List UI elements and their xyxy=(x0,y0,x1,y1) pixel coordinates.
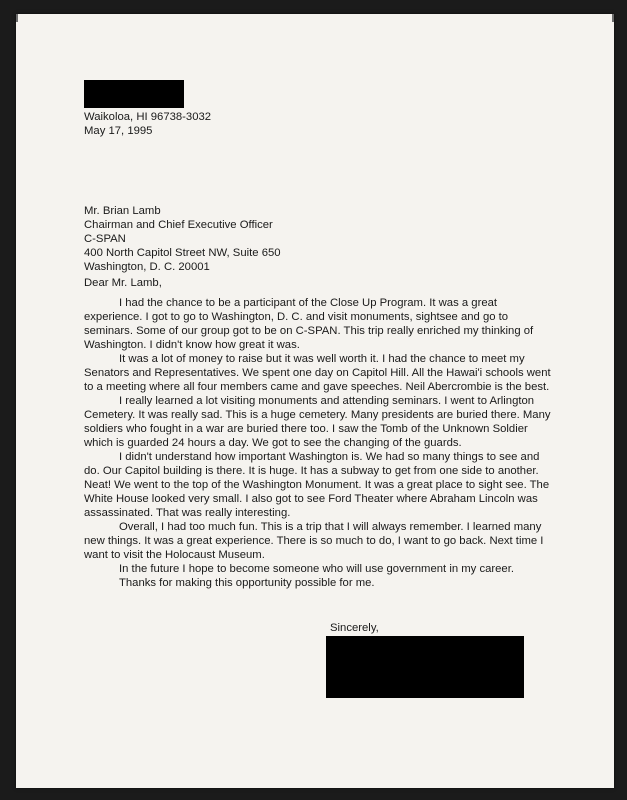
body-paragraph: It was a lot of money to raise but it was well worth it. I had the chance to meet my Senators and Representatives. We spent one day on Capitol Hill. All the Hawai'i schools went to a meeting where all four members came and gave speeches. Neil Abercrombie is the best. xyxy=(84,353,551,393)
body-paragraph: I really learned a lot visiting monuments and attending seminars. I went to Arlington Cemetery. It was really sad. This is a huge cemetery. Many presidents are buried there. Many soldiers who fought in a war are buried there too. I saw the Tomb of the Unknown Soldier which is guarded 24 hours a day. We got to see the changing of the guards. xyxy=(84,395,551,449)
recipient-name: Mr. Brian Lamb xyxy=(84,205,161,217)
letter-page xyxy=(16,14,614,788)
body-paragraph: In the future I hope to become someone who will use government in my career. xyxy=(119,563,514,575)
recipient-street: 400 North Capitol Street NW, Suite 650 xyxy=(84,247,281,259)
body-paragraph: I didn't understand how important Washington is. We had so many things to see and do. Our Capitol building is there. It is huge. It has a subway to get from one side to another. Neat! We went to the top of the Washington Monument. It was a great place to sight see. The White House looked very small. I also got to see Ford Theater where Abraham Lincoln was assassinated. That was really interesting. xyxy=(84,451,550,519)
sender-city-line: Waikoloa, HI 96738-3032 xyxy=(84,111,212,123)
body-paragraph: Overall, I had too much fun. This is a trip that I will always remember. I learned many new things. It was a great experience. There is so much to do, I want to go back. Next time I want to visit the Holocaust Museum. xyxy=(84,521,544,561)
recipient-city: Washington, D. C. 20001 xyxy=(84,261,210,273)
salutation: Dear Mr. Lamb, xyxy=(84,277,162,289)
page-edge-mark xyxy=(16,14,18,22)
recipient-org: C-SPAN xyxy=(84,233,126,245)
recipient-address-block xyxy=(84,204,281,274)
recipient-title: Chairman and Chief Executive Officer xyxy=(84,219,273,231)
body-paragraph: I had the chance to be a participant of the Close Up Program. It was a great experience. I got to go to Washington, D. C. and visit monuments, sightsee and go to seminars. Some of our group got to be on C-SPAN. This trip really enriched my thinking of Washington. I didn't know how great it was. xyxy=(84,297,534,351)
body-paragraph: Thanks for making this opportunity possible for me. xyxy=(119,577,375,589)
letter-date: May 17, 1995 xyxy=(84,125,153,137)
closing: Sincerely, xyxy=(330,622,379,634)
page-edge-mark xyxy=(612,14,614,22)
redacted-signature xyxy=(326,636,524,698)
letter-body xyxy=(84,296,554,590)
redacted-sender-name xyxy=(84,80,184,108)
